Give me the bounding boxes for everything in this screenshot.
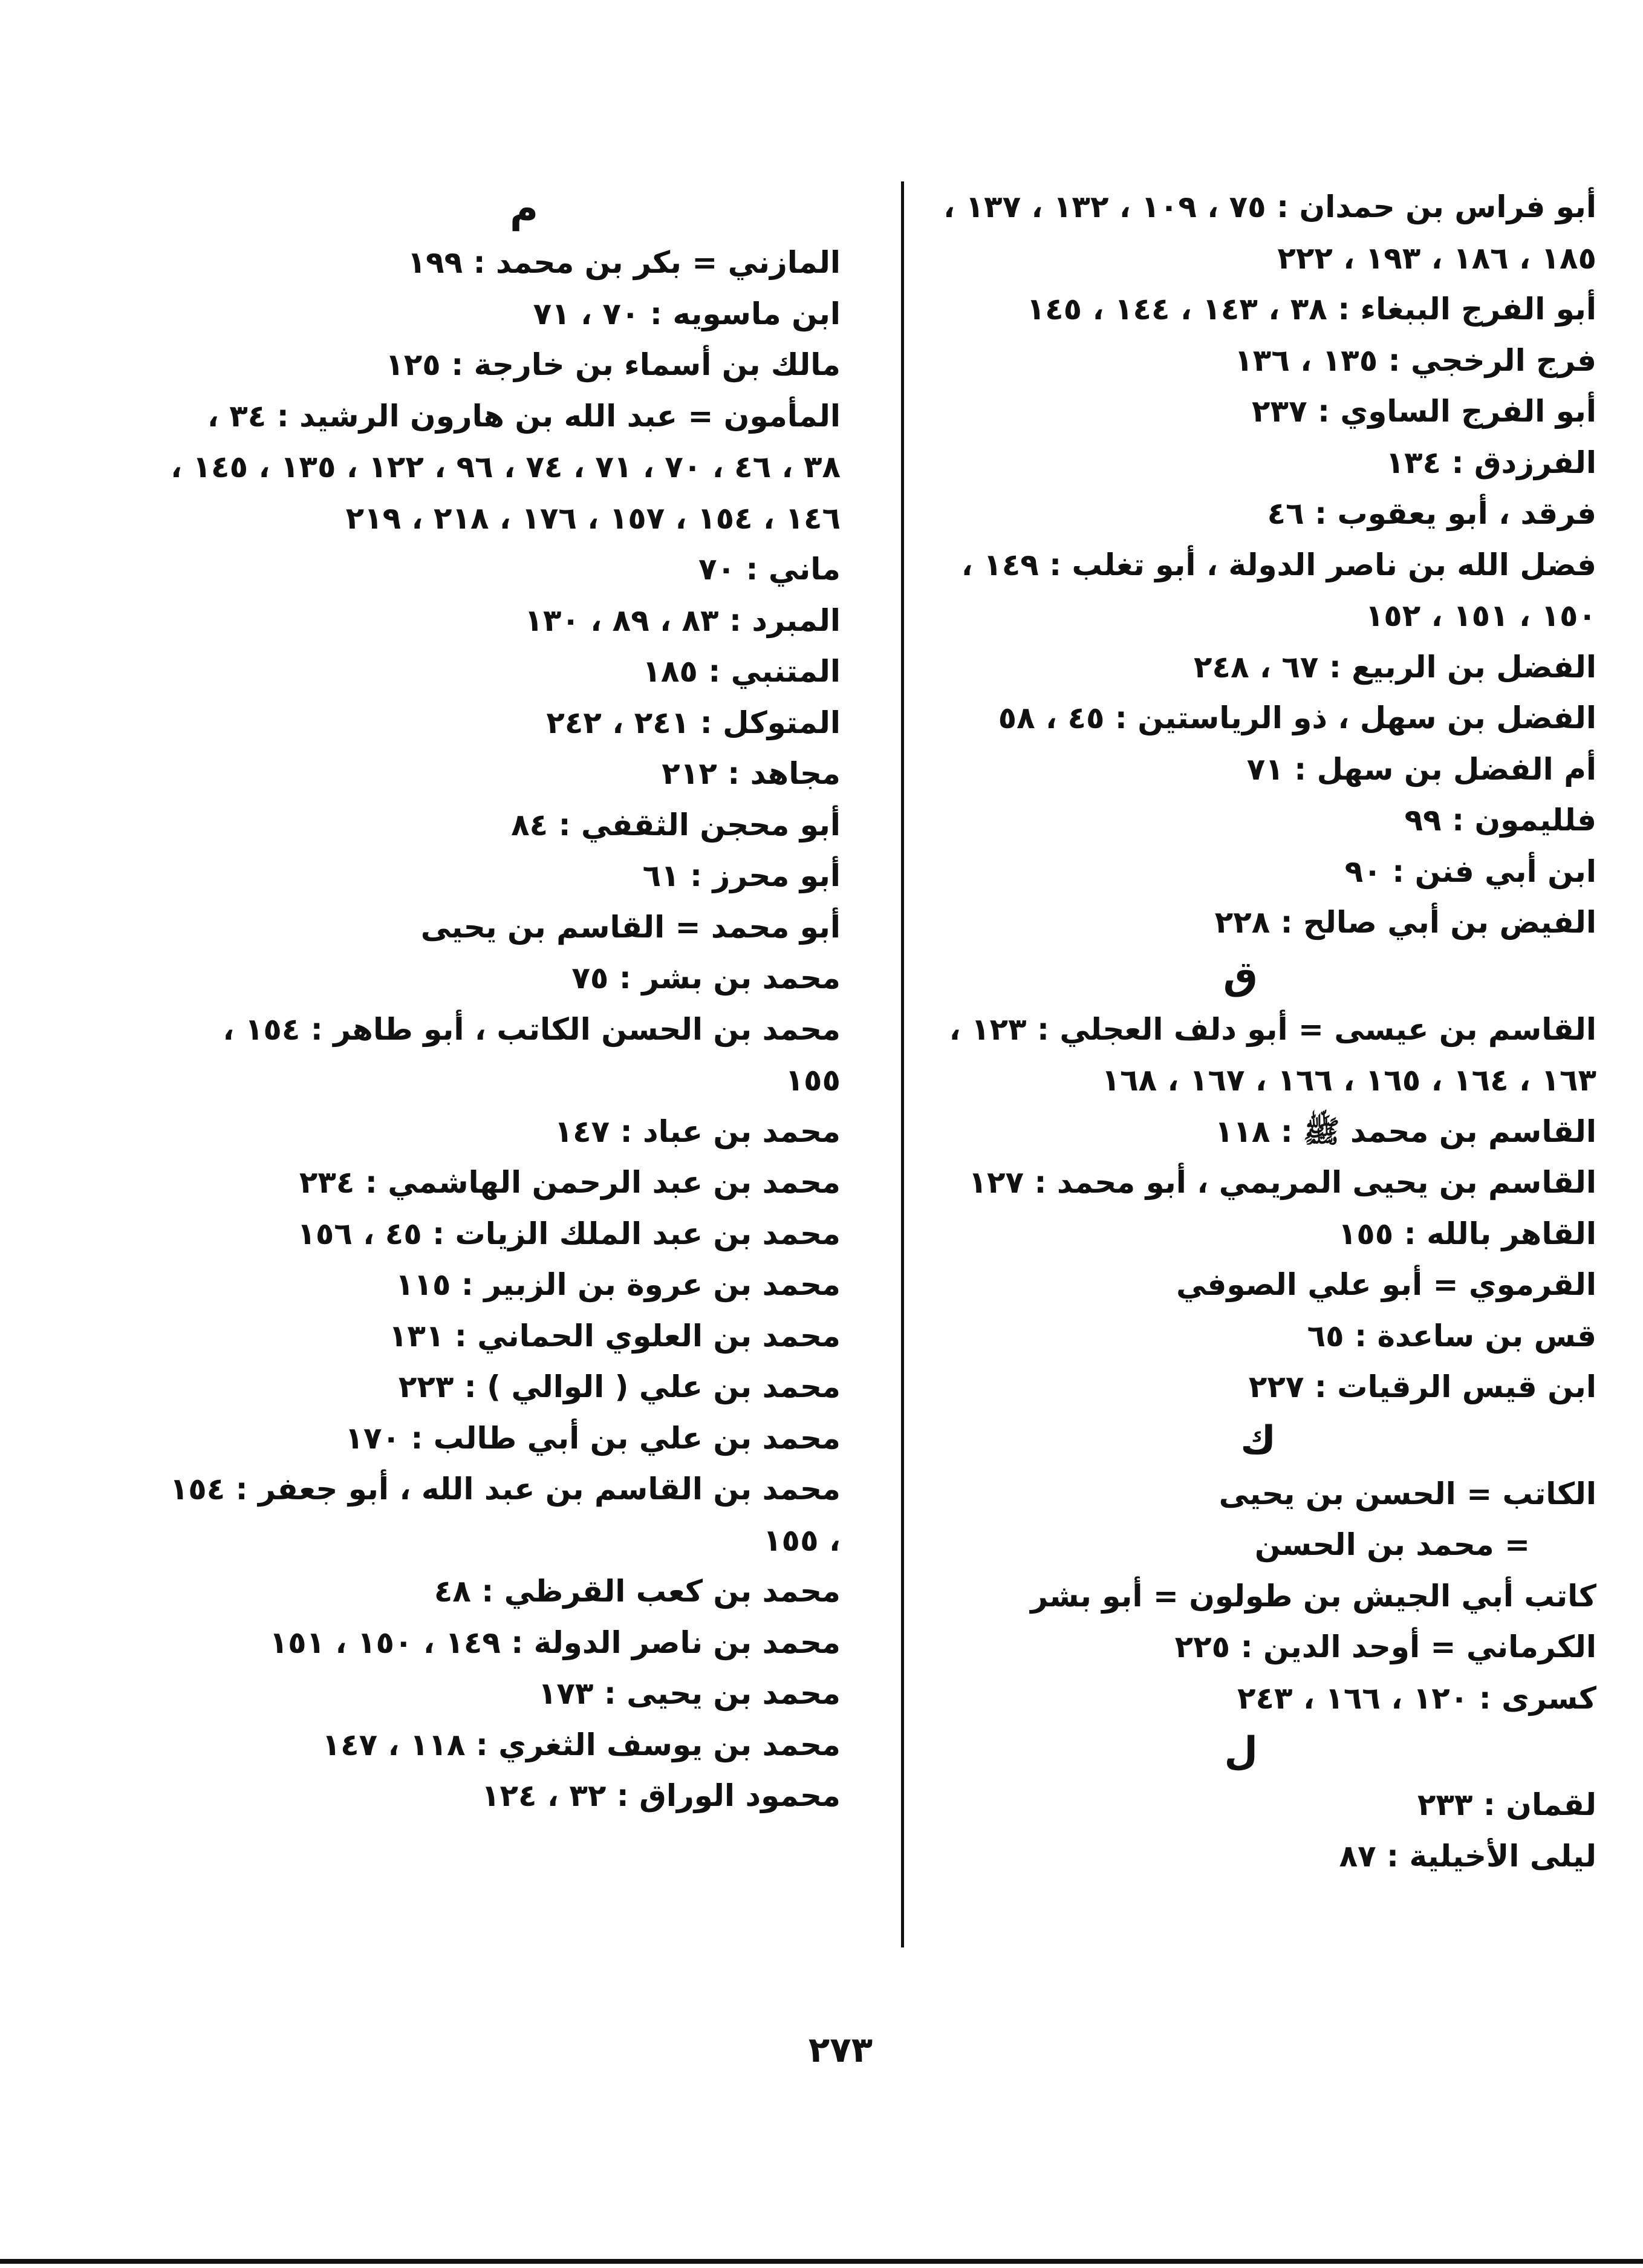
index-entry: ليلى الأخيلية : ٨٧ <box>1339 1838 1596 1874</box>
index-entry: أبو فراس بن حمدان : ٧٥ ، ١٠٩ ، ١٣٢ ، ١٣٧ ، ١٨٥ ، ١٨٦ ، ١٩٣ ، ٢٢٢ <box>943 189 1596 276</box>
index-entry: لقمان : ٢٣٣ <box>1417 1787 1596 1822</box>
index-entry: محمد بن عبد الملك الزيات : ٤٥ ، ١٥٦ <box>297 1216 841 1251</box>
section-letter-qaf: ق <box>1223 953 1258 999</box>
index-entry: فلليمون : ٩٩ <box>1404 803 1596 838</box>
section-letter-mim: م <box>510 187 538 232</box>
index-entry: القاسم بن يحيى المريمي ، أبو محمد : ١٢٧ <box>968 1165 1596 1200</box>
index-entry: أبو محجن الثقفي : ٨٤ <box>511 807 841 842</box>
index-entry: القاسم بن محمد ﷺ : ١١٨ <box>1214 1113 1596 1149</box>
index-entry: أم الفضل بن سهل : ٧١ <box>1246 751 1596 787</box>
index-entry: المأمون = عبد الله بن هارون الرشيد : ٣٤ ، ٣٨ ، ٤٦ ، ٧٠ ، ٧١ ، ٧٤ ، ٩٦ ، ١٢٢ ، ١٣٥ ، ١٤٥ ، ١٤٦ ، ١٥٤ ، ١٥٧ ، ١٧٦ ، ٢١٨ ، ٢١٩ <box>171 398 841 536</box>
index-entry: مالك بن أسماء بن خارجة : ١٢٥ <box>385 347 841 382</box>
index-entry: المبرد : ٨٣ ، ٨٩ ، ١٣٠ <box>524 602 841 638</box>
index-entry: محمد بن يوسف الثغري : ١١٨ ، ١٤٧ <box>322 1727 841 1762</box>
index-entry: محمد بن علي بن أبي طالب : ١٧٠ <box>345 1420 841 1456</box>
index-entry: الكرماني = أوحد الدين : ٢٢٥ <box>1174 1629 1596 1664</box>
index-entry: أبو الفرج الساوي : ٢٣٧ <box>1252 394 1596 429</box>
index-entry: محمد بن بشر : ٧٥ <box>571 960 841 996</box>
index-entry: كسرى : ١٢٠ ، ١٦٦ ، ٢٤٣ <box>1237 1680 1596 1716</box>
section-letter-kaf: ك <box>1240 1418 1276 1463</box>
index-entry: فضل الله بن ناصر الدولة ، أبو تغلب : ١٤٩ ، ١٥٠ ، ١٥١ ، ١٥٢ <box>961 547 1596 633</box>
index-entry: أبو الفرج الببغاء : ٣٨ ، ١٤٣ ، ١٤٤ ، ١٤٥ <box>1026 292 1596 327</box>
index-entry: ابن قيس الرقيات : ٢٢٧ <box>1248 1369 1596 1404</box>
index-entry: أبو محمد = القاسم بن يحيى <box>420 909 841 945</box>
index-entry: المتوكل : ٢٤١ ، ٢٤٢ <box>546 705 841 740</box>
right-column <box>943 181 1596 1882</box>
section-letter-lam: ل <box>1224 1729 1258 1774</box>
index-entry: قس بن ساعدة : ٦٥ <box>1307 1318 1596 1354</box>
index-entry: محمد بن عروة بن الزبير : ١١٥ <box>395 1267 841 1302</box>
index-entry: محمد بن الحسن الكاتب ، أبو طاهر : ١٥٤ ، ١٥٥ <box>223 1011 841 1098</box>
index-entry: كاتب أبي الجيش بن طولون = أبو بشر <box>1030 1578 1596 1614</box>
index-entry: مجاهد : ٢١٢ <box>662 756 841 791</box>
index-entry: ابن ماسويه : ٧٠ ، ٧١ <box>533 296 841 331</box>
index-entry: أبو محرز : ٦١ <box>642 858 841 893</box>
index-entry: فرقد ، أبو يعقوب : ٤٦ <box>1267 496 1596 531</box>
index-entry: محمد بن القاسم بن عبد الله ، أبو جعفر : ١٥٤ ، ١٥٥ <box>169 1471 841 1558</box>
index-entry: محمد بن العلوي الحماني : ١٣١ <box>388 1318 841 1354</box>
index-entry: القرموي = أبو علي الصوفي <box>1176 1267 1596 1302</box>
index-entry: الفيض بن أبي صالح : ٢٢٨ <box>1214 905 1596 940</box>
index-entry: القاسم بن عيسى = أبو دلف العجلي : ١٢٣ ، ١٦٣ ، ١٦٤ ، ١٦٥ ، ١٦٦ ، ١٦٧ ، ١٦٨ <box>949 1011 1596 1098</box>
index-entry: الفضل بن الربيع : ٦٧ ، ٢٤٨ <box>1194 649 1596 685</box>
index-entry: فرج الرخجي : ١٣٥ ، ١٣٦ <box>1234 342 1596 378</box>
scan-bottom-edge <box>0 2259 1643 2264</box>
index-entry: المتنبي : ١٨٥ <box>642 654 841 689</box>
index-entry: محمد بن ناصر الدولة : ١٤٩ ، ١٥٠ ، ١٥١ <box>269 1624 841 1660</box>
index-entry: القاهر بالله : ١٥٥ <box>1338 1216 1596 1251</box>
left-column <box>163 181 841 1822</box>
index-entry: الفرزدق : ١٣٤ <box>1385 445 1596 480</box>
index-entry: = محمد بن الحسن <box>1254 1527 1530 1562</box>
index-entry: محمد بن علي ( الوالي ) : ٢٢٣ <box>398 1369 841 1404</box>
index-entry: محمد بن عبد الرحمن الهاشمي : ٢٣٤ <box>299 1165 841 1200</box>
page-number: ٢٧٣ <box>808 2029 873 2070</box>
index-entry: ابن أبي فنن : ٩٠ <box>1344 853 1596 889</box>
index-entry: الفضل بن سهل ، ذو الرياستين : ٤٥ ، ٥٨ <box>998 700 1596 735</box>
index-entry: محمد بن يحيى : ١٧٣ <box>538 1676 841 1711</box>
index-entry: ماني : ٧٠ <box>698 552 841 587</box>
column-divider <box>901 181 904 1947</box>
index-entry: الكاتب = الحسن بن يحيى <box>1218 1476 1596 1511</box>
index-entry: محمود الوراق : ٣٢ ، ١٢٤ <box>481 1778 841 1813</box>
index-entry: محمد بن كعب القرظي : ٤٨ <box>434 1574 841 1609</box>
index-entry: المازني = بكر بن محمد : ١٩٩ <box>407 245 841 280</box>
index-entry: محمد بن عباد : ١٤٧ <box>554 1113 841 1149</box>
